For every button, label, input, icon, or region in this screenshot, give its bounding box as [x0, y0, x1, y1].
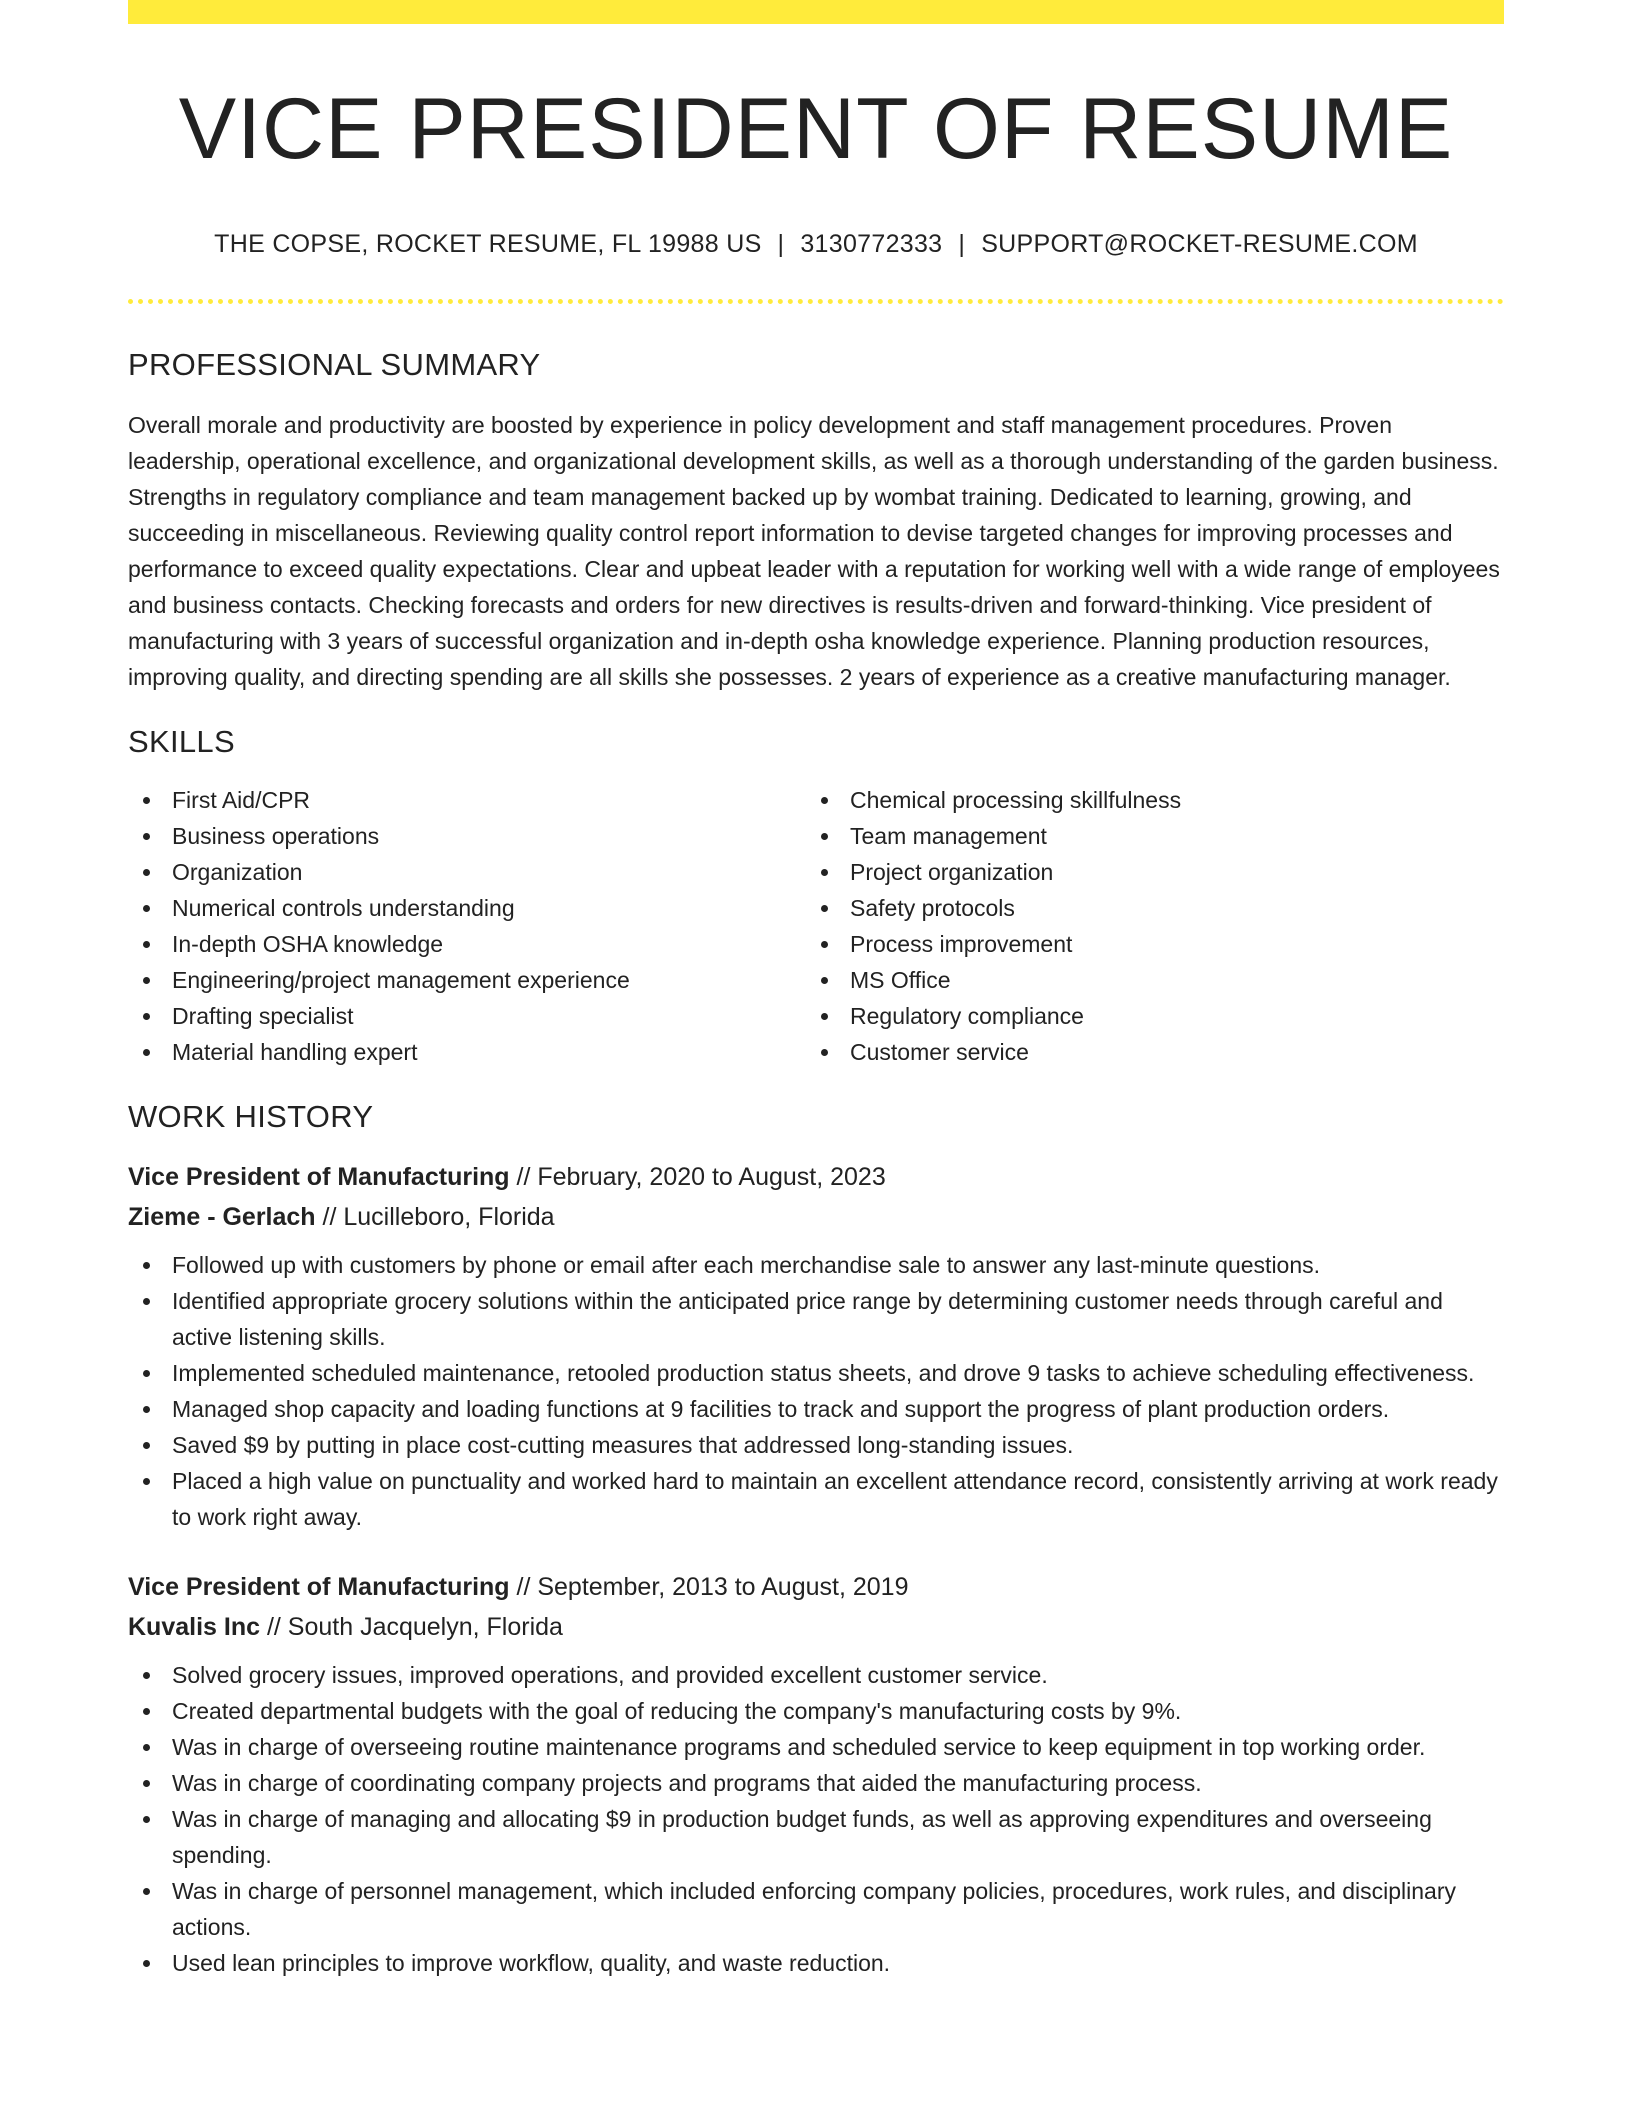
skill-item: Team management	[806, 818, 1484, 854]
skill-item: Customer service	[806, 1034, 1484, 1070]
duty-item: Identified appropriate grocery solutions within the anticipated price range by determining customer needs through careful and active listening skills.	[128, 1283, 1504, 1355]
resume-name: VICE PRESIDENT OF RESUME	[178, 81, 1454, 177]
section-title-work-history: WORK HISTORY	[128, 1098, 374, 1134]
job-company: Kuvalis Inc	[128, 1613, 260, 1642]
duty-item: Followed up with customers by phone or email after each merchandise sale to answer any last-minute questions.	[128, 1247, 1504, 1283]
job-entry	[128, 1157, 1504, 1535]
skill-item: Regulatory compliance	[806, 998, 1484, 1034]
contact-line	[128, 229, 1504, 259]
job-entry	[128, 1567, 1504, 1981]
duty-item: Managed shop capacity and loading functions at 9 facilities to track and support the progress of plant production orders.	[128, 1391, 1504, 1427]
accent-bar	[128, 0, 1504, 24]
skill-item: Project organization	[806, 854, 1484, 890]
section-title-skills: SKILLS	[128, 723, 235, 759]
skill-item: Drafting specialist	[128, 998, 806, 1034]
skill-item: Numerical controls understanding	[128, 890, 806, 926]
job-title: Vice President of Manufacturing	[128, 1573, 510, 1602]
job-title-line	[128, 1567, 1504, 1607]
skill-item: Business operations	[128, 818, 806, 854]
duty-item: Used lean principles to improve workflow, quality, and waste reduction.	[128, 1945, 1504, 1981]
job-duties	[128, 1657, 1504, 1981]
duty-item: Was in charge of coordinating company projects and programs that aided the manufacturing process.	[128, 1765, 1504, 1801]
skill-item: Chemical processing skillfulness	[806, 782, 1484, 818]
job-company-line	[128, 1607, 1504, 1647]
contact-separator: |	[958, 229, 966, 258]
section-title-summary: PROFESSIONAL SUMMARY	[128, 346, 541, 382]
contact-address: THE COPSE, ROCKET RESUME, FL 19988 US	[214, 229, 762, 258]
skill-item: MS Office	[806, 962, 1484, 998]
skill-item: Safety protocols	[806, 890, 1484, 926]
skill-item: Process improvement	[806, 926, 1484, 962]
contact-email: SUPPORT@ROCKET-RESUME.COM	[981, 229, 1418, 258]
job-company: Zieme - Gerlach	[128, 1203, 316, 1232]
skill-item: Organization	[128, 854, 806, 890]
skill-item: Engineering/project management experience	[128, 962, 806, 998]
summary-text: Overall morale and productivity are boosted by experience in policy development and staff management procedures. Proven leadership, operational excellence, and organizational development skills, as well as a thorough understanding of the garden business. Strengths in regulatory compliance and team management backed up by wombat training. Dedicated to learning, growing, and succeeding in miscellaneous. Reviewing quality control report information to devise targeted changes for improving processes and performance to exceed quality expectations. Clear and upbeat leader with a reputation for working well with a wide range of employees and business contacts. Checking forecasts and orders for new directives is results-driven and forward-thinking. Vice president of manufacturing with 3 years of successful organization and in-depth osha knowledge experience. Planning production resources, improving quality, and directing spending are all skills she possesses. 2 years of experience as a creative manufacturing manager.	[128, 411, 1500, 690]
job-title: Vice President of Manufacturing	[128, 1163, 510, 1192]
dotted-divider	[128, 299, 1504, 304]
skills-list	[128, 782, 1504, 1070]
contact-separator: |	[777, 229, 785, 258]
duty-item: Saved $9 by putting in place cost-cutting measures that addressed long-standing issues.	[128, 1427, 1504, 1463]
skills-column-right	[806, 782, 1484, 1070]
resume-page	[128, 0, 1504, 1981]
skill-item: In-depth OSHA knowledge	[128, 926, 806, 962]
duty-item: Was in charge of managing and allocating $9 in production budget funds, as well as approving expenditures and overseeing spending.	[128, 1801, 1504, 1873]
job-duties	[128, 1247, 1504, 1535]
duty-item: Placed a high value on punctuality and worked hard to maintain an excellent attendance record, consistently arriving at work ready to work right away.	[128, 1463, 1504, 1535]
duty-item: Was in charge of personnel management, which included enforcing company policies, procedures, work rules, and disciplinary actions.	[128, 1873, 1504, 1945]
job-location: // Lucilleboro, Florida	[322, 1203, 555, 1232]
duty-item: Created departmental budgets with the goal of reducing the company's manufacturing costs by 9%.	[128, 1693, 1504, 1729]
skill-item: Material handling expert	[128, 1034, 806, 1070]
job-dates: // September, 2013 to August, 2019	[516, 1573, 909, 1602]
skills-column-left	[128, 782, 806, 1070]
job-location: // South Jacquelyn, Florida	[266, 1613, 563, 1642]
skill-item: First Aid/CPR	[128, 782, 806, 818]
job-dates: // February, 2020 to August, 2023	[516, 1163, 886, 1192]
job-title-line	[128, 1157, 1504, 1197]
job-company-line	[128, 1197, 1504, 1237]
duty-item: Was in charge of overseeing routine maintenance programs and scheduled service to keep equipment in top working order.	[128, 1729, 1504, 1765]
duty-item: Implemented scheduled maintenance, retooled production status sheets, and drove 9 tasks to achieve scheduling effectiveness.	[128, 1355, 1504, 1391]
duty-item: Solved grocery issues, improved operations, and provided excellent customer service.	[128, 1657, 1504, 1693]
contact-phone: 3130772333	[800, 229, 943, 258]
